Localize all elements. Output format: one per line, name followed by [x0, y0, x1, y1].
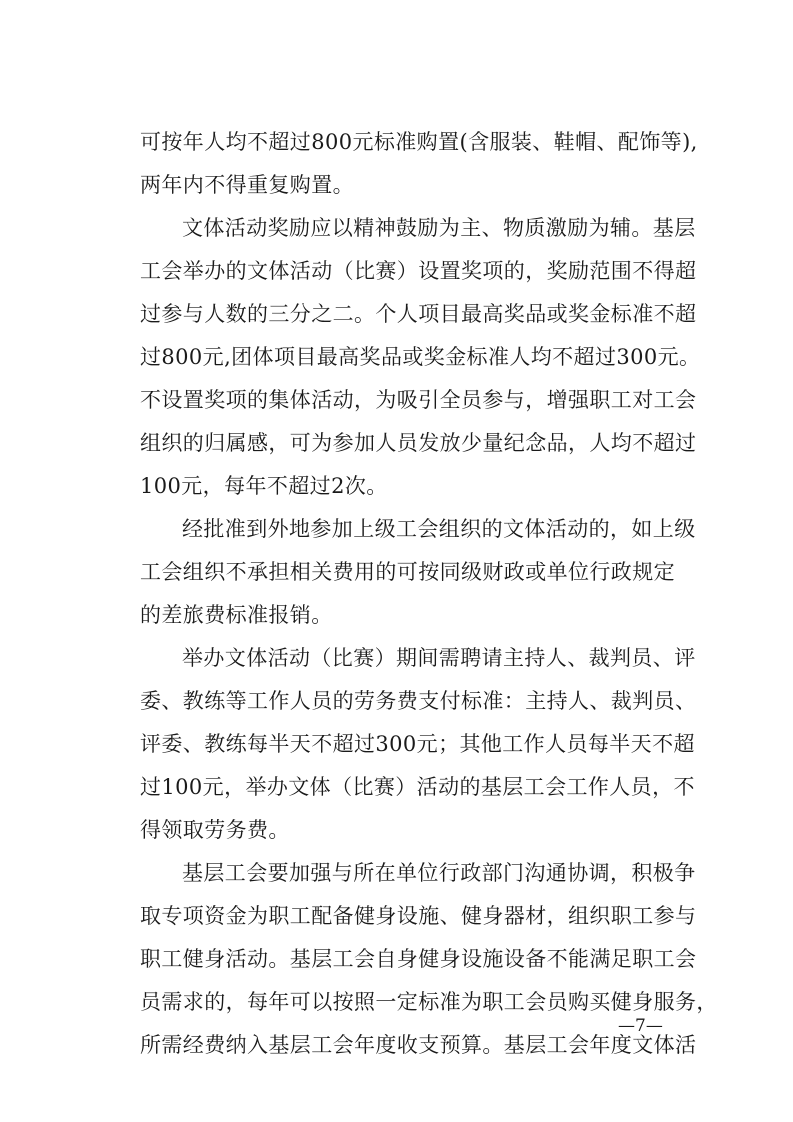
text-line: 的差旅费标准报销。 — [140, 603, 333, 627]
text-line: 评委、教练每半天不超过300元；其他工作人员每半天不超 — [140, 732, 695, 756]
text-line: 员需求的，每年可以按照一定标准为职工会员购买健身服务， — [140, 990, 718, 1014]
text-line: 工会组织不承担相关费用的可按同级财政或单位行政规定 — [140, 560, 675, 584]
text-line: 100元，每年不超过2次。 — [140, 474, 388, 498]
paragraph-labor-fees — [140, 637, 697, 852]
text-line: 不设置奖项的集体活动，为吸引全员参与，增强职工对工会 — [140, 388, 697, 412]
text-line: 文体活动奖励应以精神鼓励为主、物质激励为辅。基层 — [182, 216, 696, 240]
body-text — [140, 121, 718, 1067]
text-line: 取专项资金为职工配备健身设施、健身器材，组织职工参与 — [140, 904, 697, 928]
paragraph-travel-reimbursement — [140, 508, 696, 637]
text-line: 委、教练等工作人员的劳务费支付标准：主持人、裁判员、 — [140, 689, 697, 713]
text-line: 职工健身活动。基层工会自身健身设施设备不能满足职工会 — [140, 947, 697, 971]
text-line: 基层工会要加强与所在单位行政部门沟通协调，积极争 — [182, 861, 696, 885]
text-line: 两年内不得重复购置。 — [140, 173, 354, 197]
text-line: 工会举办的文体活动（比赛）设置奖项的，奖励范围不得超 — [140, 259, 697, 283]
text-line: 组织的归属感，可为参加人员发放少量纪念品，人均不超过 — [140, 431, 697, 455]
text-line: 得领取劳务费。 — [140, 818, 290, 842]
text-line: 过800元,团体项目最高奖品或奖金标准人均不超过300元。 — [140, 345, 701, 369]
text-line: 经批准到外地参加上级工会组织的文体活动的，如上级 — [182, 517, 696, 541]
text-line: 举办文体活动（比赛）期间需聘请主持人、裁判员、评 — [182, 646, 696, 670]
text-line: 过100元，举办文体（比赛）活动的基层工会工作人员，不 — [140, 775, 695, 799]
page-number: —7— — [618, 1016, 663, 1036]
text-line: 过参与人数的三分之二。个人项目最高奖品或奖金标准不超 — [140, 302, 697, 326]
text-line: 所需经费纳入基层工会年度收支预算。基层工会年度文体活 — [140, 1033, 697, 1057]
paragraph-activity-rewards — [140, 207, 701, 508]
paragraph-uniform-purchase — [140, 121, 698, 207]
paragraph-fitness-services — [140, 852, 718, 1067]
text-line: 可按年人均不超过800元标准购置(含服装、鞋帽、配饰等), — [140, 130, 698, 154]
